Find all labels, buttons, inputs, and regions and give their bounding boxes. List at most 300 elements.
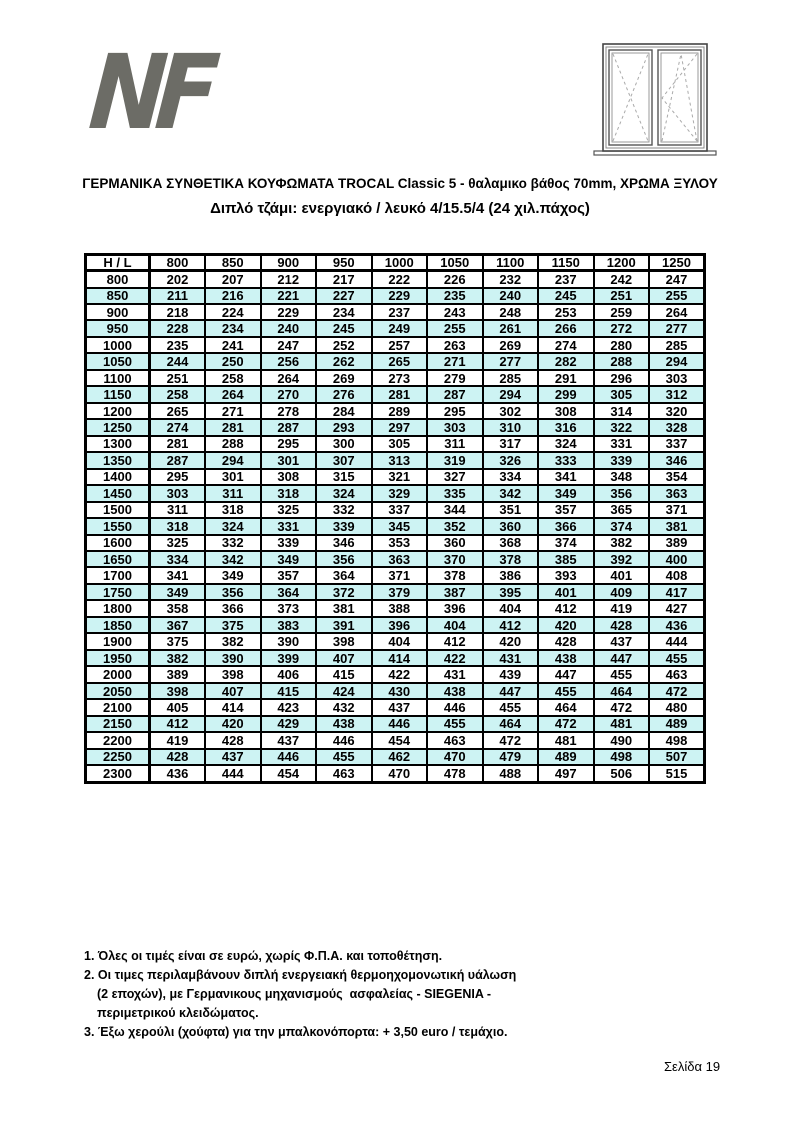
table-row	[86, 288, 705, 304]
price-cell: 279	[427, 370, 483, 386]
price-cell: 391	[316, 617, 372, 633]
price-cell: 222	[372, 271, 428, 288]
price-cell: 454	[372, 732, 428, 748]
price-cell: 311	[150, 502, 206, 518]
price-cell: 406	[261, 666, 317, 682]
price-cell: 285	[649, 337, 705, 353]
table-row	[86, 452, 705, 468]
price-cell: 407	[205, 683, 261, 699]
price-cell: 398	[205, 666, 261, 682]
price-cell: 381	[316, 600, 372, 616]
price-cell: 446	[261, 749, 317, 765]
price-cell: 396	[427, 600, 483, 616]
price-cell: 412	[483, 617, 539, 633]
price-cell: 472	[538, 716, 594, 732]
table-row	[86, 666, 705, 682]
note-line: 3. Έξω χερούλι (χούφτα) για την μπαλκονόπορτα: + 3,50 euro / τεμάχιο.	[84, 1025, 508, 1039]
price-cell: 295	[150, 469, 206, 485]
price-cell: 385	[538, 551, 594, 567]
price-cell: 240	[483, 288, 539, 304]
table-row	[86, 304, 705, 320]
price-cell: 253	[538, 304, 594, 320]
price-cell: 455	[538, 683, 594, 699]
table-row	[86, 419, 705, 435]
price-cell: 235	[427, 288, 483, 304]
price-cell: 428	[205, 732, 261, 748]
row-header-cell: 2100	[86, 699, 150, 715]
table-row	[86, 600, 705, 616]
price-cell: 303	[427, 419, 483, 435]
price-cell: 324	[205, 518, 261, 534]
price-cell: 472	[594, 699, 650, 715]
price-cell: 430	[372, 683, 428, 699]
price-cell: 303	[649, 370, 705, 386]
price-cell: 446	[372, 716, 428, 732]
price-cell: 247	[649, 271, 705, 288]
table-row	[86, 765, 705, 782]
double-casement-window-icon	[592, 42, 720, 160]
price-cell: 366	[538, 518, 594, 534]
note-line: 1. Όλες οι τιμές είναι σε ευρώ, χωρίς Φ.Π.Α. και τοποθέτηση.	[84, 949, 443, 963]
price-cell: 354	[649, 469, 705, 485]
row-header-cell: 2300	[86, 765, 150, 782]
price-cell: 342	[205, 551, 261, 567]
price-cell: 332	[316, 502, 372, 518]
price-cell: 489	[538, 749, 594, 765]
column-header-cell: 900	[261, 255, 317, 271]
price-cell: 437	[261, 732, 317, 748]
price-cell: 301	[261, 452, 317, 468]
price-cell: 497	[538, 765, 594, 782]
price-cell: 288	[594, 353, 650, 369]
price-cell: 243	[427, 304, 483, 320]
price-cell: 422	[427, 650, 483, 666]
price-cell: 356	[316, 551, 372, 567]
price-cell: 490	[594, 732, 650, 748]
price-cell: 241	[205, 337, 261, 353]
price-cell: 331	[594, 436, 650, 452]
price-cell: 357	[538, 502, 594, 518]
notes	[84, 947, 516, 1042]
price-cell: 444	[649, 633, 705, 649]
price-cell: 470	[427, 749, 483, 765]
price-cell: 349	[150, 584, 206, 600]
price-cell: 264	[649, 304, 705, 320]
row-header-cell: 850	[86, 288, 150, 304]
price-cell: 258	[205, 370, 261, 386]
price-cell: 229	[261, 304, 317, 320]
price-cell: 381	[649, 518, 705, 534]
price-cell: 252	[316, 337, 372, 353]
price-cell: 211	[150, 288, 206, 304]
price-cell: 272	[594, 320, 650, 336]
price-cell: 301	[205, 469, 261, 485]
price-cell: 327	[427, 469, 483, 485]
price-cell: 370	[427, 551, 483, 567]
price-cell: 464	[538, 699, 594, 715]
row-header-cell: 1450	[86, 485, 150, 501]
price-cell: 375	[150, 633, 206, 649]
price-cell: 341	[538, 469, 594, 485]
price-cell: 360	[427, 535, 483, 551]
note-line: (2 εποχών), με Γερμανικους μηχανισμούς ασφαλείας - SIEGENIA -	[97, 987, 492, 1001]
price-cell: 363	[649, 485, 705, 501]
price-cell: 438	[538, 650, 594, 666]
price-cell: 314	[594, 403, 650, 419]
row-header-cell: 1750	[86, 584, 150, 600]
price-cell: 291	[538, 370, 594, 386]
price-cell: 258	[150, 386, 206, 402]
price-cell: 463	[316, 765, 372, 782]
price-cell: 249	[372, 320, 428, 336]
price-cell: 409	[594, 584, 650, 600]
price-cell: 217	[316, 271, 372, 288]
price-cell: 399	[261, 650, 317, 666]
price-cell: 358	[150, 600, 206, 616]
price-cell: 346	[649, 452, 705, 468]
price-cell: 472	[649, 683, 705, 699]
price-cell: 428	[150, 749, 206, 765]
row-header-cell: 1050	[86, 353, 150, 369]
price-cell: 387	[427, 584, 483, 600]
row-header-cell: 1950	[86, 650, 150, 666]
column-header-cell: 1250	[649, 255, 705, 271]
price-cell: 300	[316, 436, 372, 452]
price-cell: 498	[649, 732, 705, 748]
price-cell: 332	[205, 535, 261, 551]
price-cell: 357	[261, 567, 317, 583]
row-header-cell: 800	[86, 271, 150, 288]
price-cell: 417	[649, 584, 705, 600]
table-row	[86, 584, 705, 600]
price-cell: 462	[372, 749, 428, 765]
column-header-cell: 1050	[427, 255, 483, 271]
price-cell: 447	[538, 666, 594, 682]
price-cell: 455	[316, 749, 372, 765]
price-cell: 400	[649, 551, 705, 567]
price-cell: 320	[649, 403, 705, 419]
price-cell: 419	[150, 732, 206, 748]
row-header-cell: 2050	[86, 683, 150, 699]
table-row	[86, 699, 705, 715]
price-cell: 240	[261, 320, 317, 336]
price-cell: 224	[205, 304, 261, 320]
price-cell: 331	[261, 518, 317, 534]
price-cell: 221	[261, 288, 317, 304]
price-cell: 365	[594, 502, 650, 518]
price-cell: 318	[261, 485, 317, 501]
price-cell: 335	[427, 485, 483, 501]
price-cell: 414	[372, 650, 428, 666]
table-row	[86, 485, 705, 501]
price-cell: 438	[316, 716, 372, 732]
row-header-cell: 1350	[86, 452, 150, 468]
price-cell: 329	[372, 485, 428, 501]
row-header-cell: 1400	[86, 469, 150, 485]
price-cell: 303	[150, 485, 206, 501]
row-header-cell: 2200	[86, 732, 150, 748]
price-cell: 333	[538, 452, 594, 468]
price-cell: 280	[594, 337, 650, 353]
price-cell: 281	[372, 386, 428, 402]
table-row	[86, 633, 705, 649]
price-cell: 315	[316, 469, 372, 485]
row-header-cell: 1550	[86, 518, 150, 534]
price-cell: 271	[205, 403, 261, 419]
price-cell: 295	[427, 403, 483, 419]
price-cell: 389	[649, 535, 705, 551]
price-cell: 277	[649, 320, 705, 336]
price-cell: 383	[261, 617, 317, 633]
note-line: 2. Οι τιμες περιλαμβάνουν διπλή ενεργειακή θερμοηχομονωτική υάλωση	[84, 968, 517, 982]
price-cell: 455	[483, 699, 539, 715]
price-cell: 294	[649, 353, 705, 369]
price-cell: 296	[594, 370, 650, 386]
price-cell: 218	[150, 304, 206, 320]
price-cell: 415	[261, 683, 317, 699]
price-cell: 234	[205, 320, 261, 336]
price-cell: 305	[372, 436, 428, 452]
price-cell: 447	[483, 683, 539, 699]
price-cell: 382	[150, 650, 206, 666]
price-cell: 463	[427, 732, 483, 748]
row-header-cell: 1600	[86, 535, 150, 551]
column-header-cell: 1100	[483, 255, 539, 271]
column-header-cell: 1150	[538, 255, 594, 271]
price-cell: 207	[205, 271, 261, 288]
price-cell: 244	[150, 353, 206, 369]
price-cell: 390	[205, 650, 261, 666]
price-cell: 420	[483, 633, 539, 649]
price-cell: 470	[372, 765, 428, 782]
price-cell: 407	[316, 650, 372, 666]
price-cell: 339	[594, 452, 650, 468]
price-cell: 454	[261, 765, 317, 782]
table-row	[86, 337, 705, 353]
page-subtitle: Διπλό τζάμι: ενεργιακό / λευκό 4/15.5/4 (24 χιλ.πάχος)	[210, 200, 590, 217]
price-cell: 419	[594, 600, 650, 616]
price-cell: 294	[483, 386, 539, 402]
company-logo: NF	[85, 33, 213, 153]
price-cell: 360	[483, 518, 539, 534]
price-cell: 349	[261, 551, 317, 567]
price-cell: 395	[483, 584, 539, 600]
price-cell: 447	[594, 650, 650, 666]
table-row	[86, 567, 705, 583]
row-header-cell: 2000	[86, 666, 150, 682]
table-row	[86, 617, 705, 633]
price-cell: 282	[538, 353, 594, 369]
price-cell: 389	[150, 666, 206, 682]
price-cell: 342	[483, 485, 539, 501]
note-line: περιμετρικού κλειδώματος.	[97, 1006, 259, 1020]
price-cell: 326	[483, 452, 539, 468]
price-cell: 479	[483, 749, 539, 765]
price-cell: 265	[150, 403, 206, 419]
price-cell: 378	[483, 551, 539, 567]
price-cell: 438	[427, 683, 483, 699]
price-cell: 226	[427, 271, 483, 288]
price-cell: 269	[316, 370, 372, 386]
price-cell: 356	[205, 584, 261, 600]
price-cell: 437	[594, 633, 650, 649]
price-cell: 408	[649, 567, 705, 583]
price-cell: 276	[316, 386, 372, 402]
price-cell: 339	[316, 518, 372, 534]
price-cell: 264	[205, 386, 261, 402]
price-cell: 259	[594, 304, 650, 320]
price-cell: 229	[372, 288, 428, 304]
corner-header-cell: H / L	[86, 255, 150, 271]
price-cell: 367	[150, 617, 206, 633]
price-cell: 255	[649, 288, 705, 304]
price-cell: 345	[372, 518, 428, 534]
price-cell: 349	[538, 485, 594, 501]
price-cell: 318	[150, 518, 206, 534]
price-cell: 481	[538, 732, 594, 748]
row-header-cell: 1700	[86, 567, 150, 583]
price-cell: 212	[261, 271, 317, 288]
price-cell: 437	[205, 749, 261, 765]
price-cell: 245	[538, 288, 594, 304]
row-header-cell: 2150	[86, 716, 150, 732]
price-cell: 310	[483, 419, 539, 435]
price-cell: 374	[538, 535, 594, 551]
price-cell: 288	[205, 436, 261, 452]
price-cell: 382	[205, 633, 261, 649]
price-cell: 257	[372, 337, 428, 353]
price-cell: 273	[372, 370, 428, 386]
price-cell: 322	[594, 419, 650, 435]
price-cell: 313	[372, 452, 428, 468]
price-cell: 382	[594, 535, 650, 551]
page-title: ΓΕΡΜΑΝΙΚΑ ΣΥΝΘΕΤΙΚΑ ΚΟΥΦΩΜΑΤΑ TROCAL Classic 5 - θαλαμικο βάθος 70mm, ΧΡΩΜΑ ΞΥΛΟΥ	[82, 176, 718, 191]
row-header-cell: 1150	[86, 386, 150, 402]
price-cell: 415	[316, 666, 372, 682]
row-header-cell: 1250	[86, 419, 150, 435]
price-cell: 423	[261, 699, 317, 715]
price-cell: 404	[427, 617, 483, 633]
table-row	[86, 551, 705, 567]
price-cell: 305	[594, 386, 650, 402]
table-row	[86, 386, 705, 402]
table-row	[86, 271, 705, 288]
price-cell: 281	[150, 436, 206, 452]
price-cell: 287	[150, 452, 206, 468]
table-row	[86, 749, 705, 765]
price-cell: 318	[205, 502, 261, 518]
price-cell: 264	[261, 370, 317, 386]
price-cell: 325	[261, 502, 317, 518]
price-cell: 284	[316, 403, 372, 419]
price-cell: 405	[150, 699, 206, 715]
price-cell: 436	[649, 617, 705, 633]
price-cell: 287	[261, 419, 317, 435]
price-cell: 404	[372, 633, 428, 649]
price-cell: 455	[427, 716, 483, 732]
price-cell: 308	[538, 403, 594, 419]
price-cell: 245	[316, 320, 372, 336]
table-row	[86, 732, 705, 748]
price-cell: 396	[372, 617, 428, 633]
price-cell: 390	[261, 633, 317, 649]
table-row	[86, 403, 705, 419]
price-cell: 302	[483, 403, 539, 419]
table-row	[86, 502, 705, 518]
price-cell: 341	[150, 567, 206, 583]
price-cell: 237	[372, 304, 428, 320]
column-header-cell: 1200	[594, 255, 650, 271]
row-header-cell: 2250	[86, 749, 150, 765]
price-cell: 378	[427, 567, 483, 583]
column-header-cell: 950	[316, 255, 372, 271]
price-cell: 427	[649, 600, 705, 616]
price-cell: 363	[372, 551, 428, 567]
price-cell: 489	[649, 716, 705, 732]
price-cell: 328	[649, 419, 705, 435]
price-cell: 432	[316, 699, 372, 715]
price-cell: 317	[483, 436, 539, 452]
table-row	[86, 535, 705, 551]
row-header-cell: 1900	[86, 633, 150, 649]
table-row	[86, 353, 705, 369]
price-cell: 364	[316, 567, 372, 583]
price-cell: 371	[372, 567, 428, 583]
price-cell: 277	[483, 353, 539, 369]
price-cell: 422	[372, 666, 428, 682]
price-cell: 464	[594, 683, 650, 699]
price-cell: 311	[427, 436, 483, 452]
price-cell: 281	[205, 419, 261, 435]
price-cell: 263	[427, 337, 483, 353]
price-cell: 289	[372, 403, 428, 419]
price-cell: 316	[538, 419, 594, 435]
price-cell: 271	[427, 353, 483, 369]
price-cell: 334	[150, 551, 206, 567]
price-cell: 232	[483, 271, 539, 288]
price-cell: 202	[150, 271, 206, 288]
price-cell: 368	[483, 535, 539, 551]
price-cell: 295	[261, 436, 317, 452]
price-cell: 285	[483, 370, 539, 386]
price-cell: 428	[594, 617, 650, 633]
price-cell: 463	[649, 666, 705, 682]
price-cell: 455	[594, 666, 650, 682]
price-cell: 307	[316, 452, 372, 468]
price-cell: 412	[427, 633, 483, 649]
row-header-cell: 900	[86, 304, 150, 320]
price-cell: 250	[205, 353, 261, 369]
price-cell: 366	[205, 600, 261, 616]
row-header-cell: 1000	[86, 337, 150, 353]
price-cell: 414	[205, 699, 261, 715]
row-header-cell: 1800	[86, 600, 150, 616]
price-cell: 312	[649, 386, 705, 402]
row-header-cell: 1500	[86, 502, 150, 518]
price-cell: 507	[649, 749, 705, 765]
table-row	[86, 650, 705, 666]
price-cell: 337	[372, 502, 428, 518]
price-cell: 480	[649, 699, 705, 715]
row-header-cell: 1200	[86, 403, 150, 419]
price-cell: 337	[649, 436, 705, 452]
price-cell: 353	[372, 535, 428, 551]
price-cell: 227	[316, 288, 372, 304]
price-cell: 506	[594, 765, 650, 782]
price-cell: 375	[205, 617, 261, 633]
table-row	[86, 320, 705, 336]
table-row	[86, 436, 705, 452]
